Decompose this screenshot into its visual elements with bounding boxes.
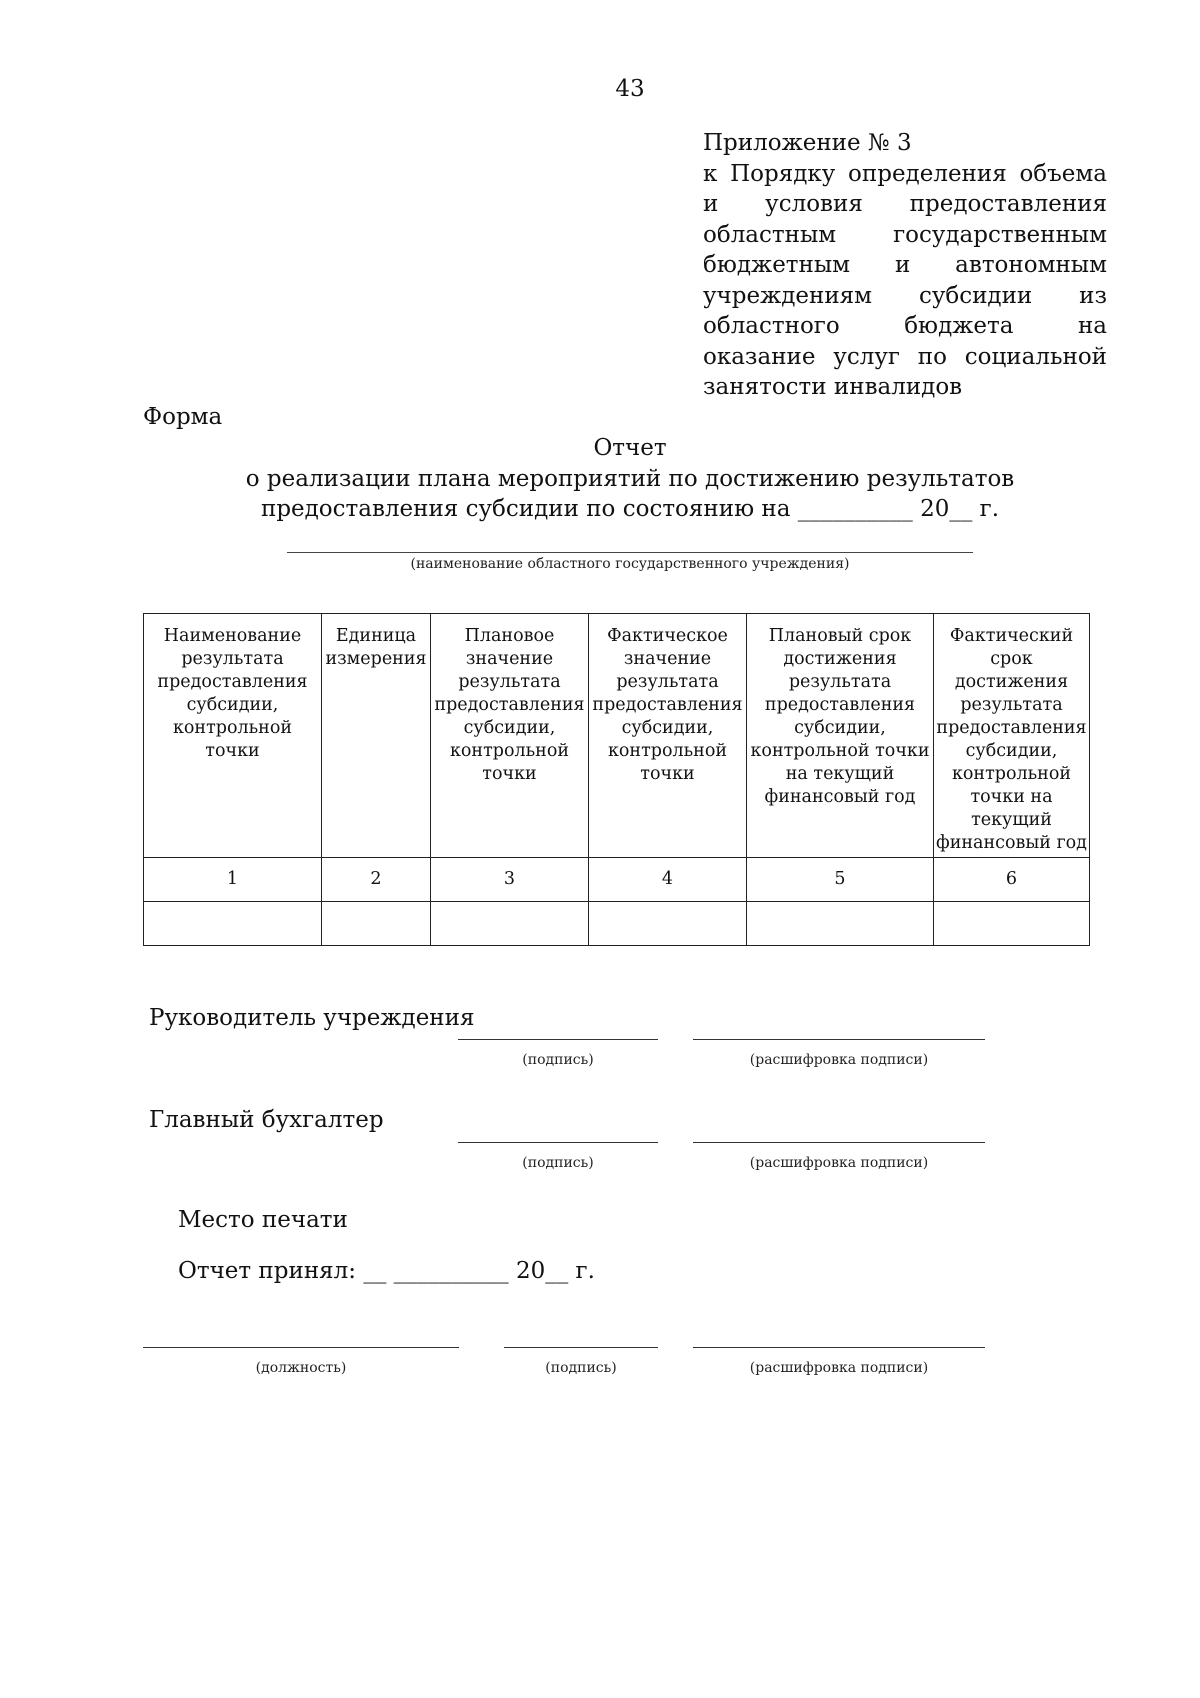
accountant-decoding-line[interactable] (693, 1142, 985, 1143)
table-number-cell: 3 (431, 858, 589, 902)
appendix-body: к Порядку определения объема и условия предоставления областным государственным бюджетным и автономным учреждениям субсидии из областного бюджета на оказание услуг по социальной занятости инвалидов (703, 160, 1107, 400)
report-title-line2: о реализации плана мероприятий по достижению результатов (245, 465, 1015, 492)
page-number: 43 (615, 76, 645, 102)
accountant-signature-caption: (подпись) (522, 1155, 594, 1171)
table-header-cell: Фактический срок достижения результата предоставления субсидии, контрольной точки на текущий финансовый год (934, 614, 1090, 858)
seal-label: Место печати (178, 1207, 348, 1233)
head-decoding-caption: (расшифровка подписи) (749, 1052, 929, 1068)
table-number-cell: 4 (589, 858, 747, 902)
report-title-line1: Отчет (593, 435, 667, 461)
position-line[interactable] (143, 1347, 459, 1348)
table-empty-cell[interactable] (747, 902, 934, 946)
report-table (143, 613, 1090, 946)
table-header-cell: Единица измерения (322, 614, 431, 858)
table-empty-cell[interactable] (322, 902, 431, 946)
table-number-cell: 6 (934, 858, 1090, 902)
appendix-title: Приложение № 3 (703, 130, 912, 156)
position-caption: (должность) (255, 1360, 347, 1376)
table-header-cell: Наименование результата предоставления субсидии, контрольной точки (144, 614, 322, 858)
table-header-cell: Плановое значение результата предоставления субсидии, контрольной точки (431, 614, 589, 858)
form-label: Форма (143, 404, 223, 430)
table-header-cell: Плановый срок достижения результата предоставления субсидии, контрольной точки на текущий финансовый год (747, 614, 934, 858)
table-number-cell: 1 (144, 858, 322, 902)
table-header-row (144, 614, 1090, 858)
accountant-signature-line[interactable] (458, 1142, 658, 1143)
institution-name-line[interactable] (287, 552, 973, 553)
acceptor-decoding-line[interactable] (693, 1347, 985, 1348)
head-signature-caption: (подпись) (522, 1052, 594, 1068)
head-signature-line[interactable] (458, 1039, 658, 1040)
acceptor-signature-line[interactable] (504, 1347, 658, 1348)
table-header-cell: Фактическое значение результата предоставления субсидии, контрольной точки (589, 614, 747, 858)
accountant-label: Главный бухгалтер (149, 1107, 384, 1133)
report-title-line3: предоставления субсидии по состоянию на __________ 20__ г. (260, 496, 1000, 522)
report-title (0, 433, 1200, 525)
table-empty-row (144, 902, 1090, 946)
table-empty-cell[interactable] (589, 902, 747, 946)
appendix-block (703, 128, 1107, 403)
accepted-label: Отчет принял: __ __________ 20__ г. (178, 1258, 595, 1284)
head-decoding-line[interactable] (693, 1039, 985, 1040)
institution-caption: (наименование областного государственного учреждения) (410, 556, 850, 572)
table-empty-cell[interactable] (934, 902, 1090, 946)
acceptor-decoding-caption: (расшифровка подписи) (749, 1360, 929, 1376)
table-number-row (144, 858, 1090, 902)
table-empty-cell[interactable] (144, 902, 322, 946)
acceptor-signature-caption: (подпись) (545, 1360, 617, 1376)
table-number-cell: 5 (747, 858, 934, 902)
accountant-decoding-caption: (расшифровка подписи) (749, 1155, 929, 1171)
head-label: Руководитель учреждения (149, 1005, 475, 1031)
table-number-cell: 2 (322, 858, 431, 902)
table-empty-cell[interactable] (431, 902, 589, 946)
